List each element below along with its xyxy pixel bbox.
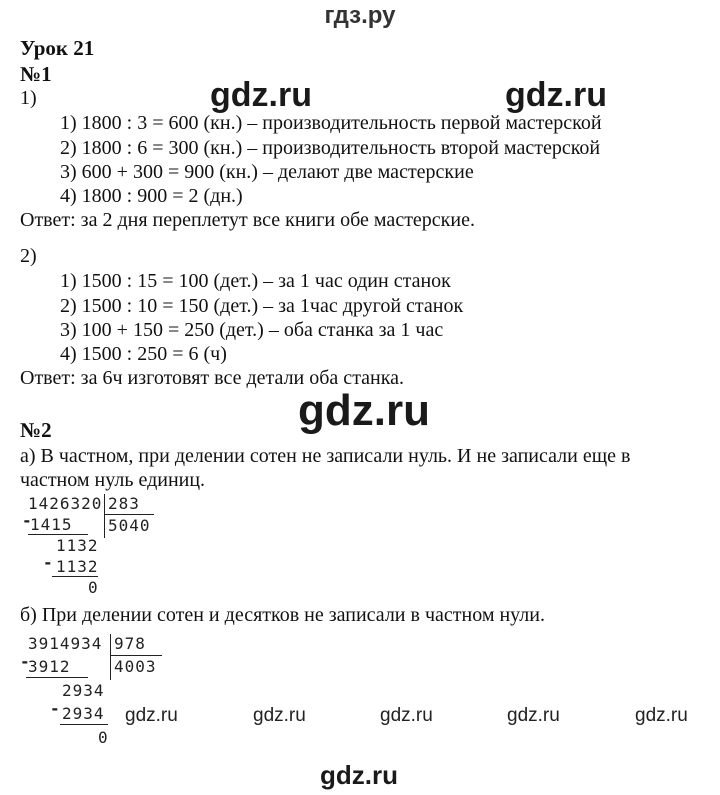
divisor: 978 <box>114 634 146 653</box>
lesson-title: Урок 21 <box>20 36 95 60</box>
minus-sign: - <box>22 511 33 530</box>
quotient: 4003 <box>114 657 157 676</box>
solution-step: 4) 1500 : 250 = 6 (ч) <box>60 343 227 365</box>
solution-step: 3) 100 + 150 = 250 (дет.) – оба станка за 1 час <box>60 319 444 341</box>
remainder: 0 <box>88 578 99 597</box>
task-number: №1 <box>20 62 52 86</box>
divisor-underline <box>110 655 162 656</box>
solution-step: 1) 1500 : 15 = 100 (дет.) – за 1 час один станок <box>60 270 451 292</box>
watermark: gdz.ru <box>635 705 688 726</box>
remainder: 0 <box>98 728 109 747</box>
explanation-text: а) В частном, при делении сотен не записали нуль. И не записали еще в <box>20 445 631 467</box>
answer-text: Ответ: за 6ч изготовят все детали оба станка. <box>20 367 405 389</box>
subtraction-line <box>26 677 88 678</box>
subtrahend: 3912 <box>28 657 71 676</box>
site-header: гдз.ру <box>324 2 396 29</box>
remainder: 2934 <box>62 681 105 700</box>
subtraction-line <box>52 576 98 577</box>
watermark: gdz.ru <box>210 76 312 114</box>
dividend: 1426320 <box>28 494 103 513</box>
subtraction-line <box>60 724 108 725</box>
watermark: gdz.ru <box>507 705 560 726</box>
explanation-text: частном нуль единиц. <box>20 469 206 491</box>
solution-step: 2) 1800 : 6 = 300 (кн.) – производительность второй мастерской <box>60 137 601 159</box>
solution-step: 4) 1800 : 900 = 2 (дн.) <box>60 185 243 207</box>
part-label: 2) <box>20 245 37 267</box>
answer-text: Ответ: за 2 дня переплетут все книги обе мастерские. <box>20 209 475 231</box>
watermark: gdz.ru <box>253 705 306 726</box>
watermark: gdz.ru <box>125 705 178 726</box>
division-bar <box>104 494 105 538</box>
watermark: gdz.ru <box>320 760 398 790</box>
explanation-text: б) При делении сотен и десятков не записали в частном нули. <box>20 604 545 626</box>
minus-sign: - <box>50 699 61 718</box>
watermark: gdz.ru <box>298 386 430 435</box>
minus-sign: - <box>20 652 31 671</box>
subtrahend: 2934 <box>62 704 105 723</box>
divisor-underline <box>104 514 154 515</box>
part-label: 1) <box>20 87 37 109</box>
subtrahend: 1415 <box>30 515 73 534</box>
subtraction-line <box>28 534 88 535</box>
remainder: 1132 <box>56 536 99 555</box>
division-bar <box>110 634 111 680</box>
solution-step: 1) 1800 : 3 = 600 (кн.) – производительность первой мастерской <box>60 112 602 134</box>
watermark: gdz.ru <box>505 76 607 114</box>
divisor: 283 <box>108 494 140 513</box>
solution-step: 2) 1500 : 10 = 150 (дет.) – за 1час другой станок <box>60 295 464 317</box>
subtrahend: 1132 <box>56 557 99 576</box>
solution-step: 3) 600 + 300 = 900 (кн.) – делают две мастерские <box>60 161 474 183</box>
watermark: gdz.ru <box>380 705 433 726</box>
dividend: 3914934 <box>28 634 103 653</box>
task-number: №2 <box>20 418 52 442</box>
minus-sign: - <box>43 553 54 572</box>
quotient: 5040 <box>108 516 151 535</box>
